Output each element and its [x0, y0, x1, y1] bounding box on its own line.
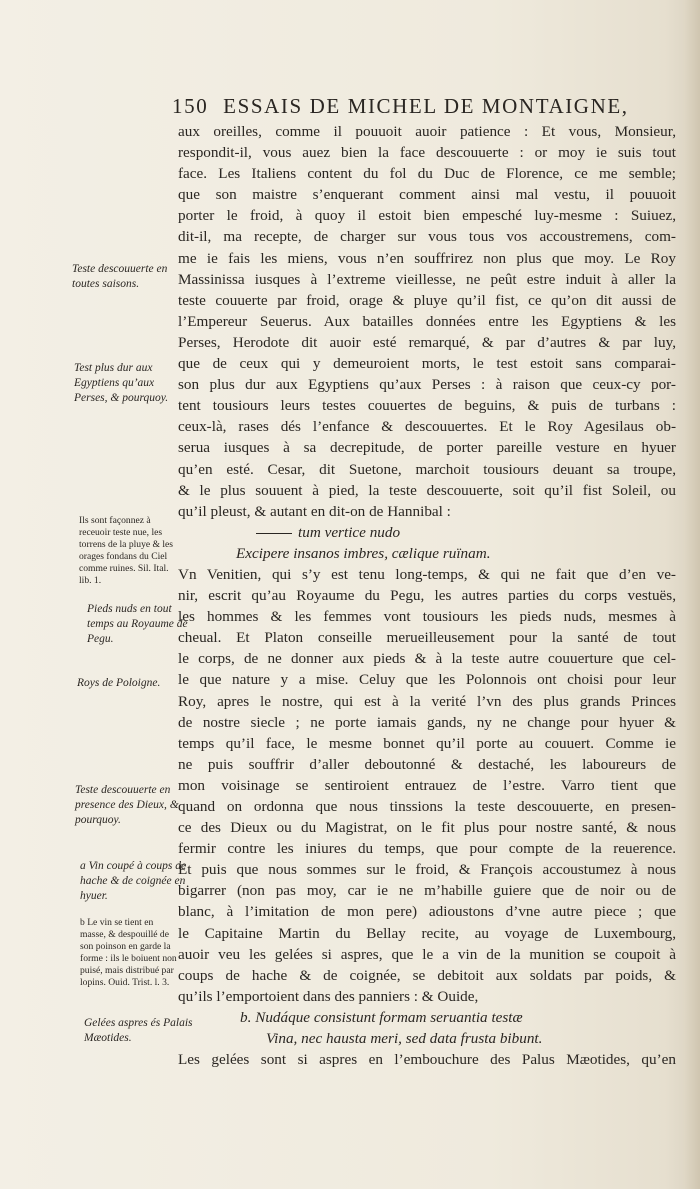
text-line: le corps, de ne donner aux pieds & à la teste autre couuerture que cel- — [178, 650, 676, 668]
text-line: nir, escrit qu’au Royaume du Pegu, les autres parties du corps vestuës, — [178, 587, 676, 605]
running-title: ESSAIS DE MICHEL DE MONTAIGNE, — [223, 94, 629, 118]
verse-line — [178, 522, 676, 543]
text-line: blanc, à l’imitation de mon pere) adioustons d’vne autre piece ; que — [178, 903, 676, 921]
text-line: Roy, apres le nostre, qui est à la verité l’vn des plus grands Princes — [178, 692, 676, 710]
text-line: bigarrer (non pas moy, car ie ne m’habille guiere que de noir ou de — [178, 882, 676, 900]
margin-note: Test plus dur aux Egyptiens qu’aux Perses, & pourquoy. — [74, 362, 169, 404]
text-line: face. Les Italiens content du fol du Duc de Florence, ce me semble; — [178, 165, 676, 183]
margin-note: b Le vin se tient en masse, & despouillé de son poinson en garde la forme : ils le boiuent non puisé, mais distribué par lopins. Ouid. Trist. l. 3. — [80, 917, 177, 988]
text-line: & le plus souuent à pied, la teste descouuerte, soit qu’il fist Soleil, ou — [178, 481, 676, 499]
text-line: le que nature y a mise. Celuy que les Polonnois ont choisi pour leur — [178, 671, 676, 689]
text-line: porter le froid, à quoy il estoit bien empesché luy-mesme : Suiuez, — [178, 207, 676, 225]
text-line: quand on ordonna que nous tinssions la teste descouuerte, en presen- — [178, 798, 676, 815]
verse-line: Vina, nec hausta meri, sed data frusta bibunt. — [266, 1030, 543, 1048]
text-line: Les gelées sont si aspres en l’embouchure des Palus Mæotides, qu’en — [178, 1051, 676, 1069]
main-text-block — [178, 121, 676, 1070]
page-number: 150 — [172, 94, 209, 118]
text-line: auoir veu les gelées si aspres, que le a vin de la munition se coupoit à — [178, 945, 676, 963]
text-line: Perses, Herodote dit auoir esté remarqué, & par d’autres & par luy, — [178, 333, 676, 351]
text-line: temps qu’il face, le mesme bonnet qu’il porte au couuert. Comme ie — [178, 734, 676, 752]
text-line: coups de hache & de coignée, se debitoit aux soldats par poids, & — [178, 966, 676, 984]
text-line: respondit-il, vous auez bien la face descouuerte : or moy ie suis tout — [178, 144, 676, 162]
text-line: qu’ils l’emportoient dans des panniers : & Ouide, — [178, 987, 479, 1005]
text-line: Massinissa iusques à l’extreme vieillesse, ne peût estre induit à aller la — [178, 270, 676, 288]
margin-note: Pieds nuds en tout temps au Royaume de Pegu. — [87, 603, 188, 645]
text-line: les hommes & les femmes vont tousiours les pieds nuds, mesmes à — [178, 608, 676, 626]
text-line: aux oreilles, comme il pouuoit auoir patience : Et vous, Monsieur, — [178, 123, 676, 140]
text-line: Vn Venitien, qui s’y est tenu long-temps, & qui ne fait que d’en ve- — [178, 565, 676, 583]
running-header — [172, 94, 652, 119]
text-line: que de ceux qui y demeuroient morts, le test estoit sans comparai- — [178, 355, 676, 373]
text-line: me ie fais les miens, vous n’en souffrirez non plus que moy. Le Roy — [178, 249, 676, 267]
page-gutter — [684, 0, 700, 1189]
margin-note: a Vin coupé à coups de hache & de coignée en hyuer. — [80, 860, 187, 902]
margin-note: Gelées aspres és Palais Mæotides. — [84, 1017, 193, 1044]
text-line: le Capitaine Martin du Bellay recite, au voyage de Luxembourg, — [178, 924, 676, 942]
text-line: ce des Dieux ou du Magistrat, on le fit plus pour nostre santé, & nous — [178, 819, 676, 837]
text-line: dit-il, ma recepte, de charger sur vous tous vos accoustremens, com- — [178, 228, 676, 246]
verse-line: Excipere insanos imbres, cælique ruïnam. — [236, 544, 491, 562]
dash-ornament — [256, 533, 292, 534]
text-line: mon voisinage se sentiroient entrauez de l’estre. Varro tient que — [178, 776, 676, 794]
margin-note: Teste descouuerte en toutes saisons. — [72, 263, 168, 290]
text-line: teste couuerte par froid, orage & pluye qu’il fist, ce qu’on dit aussi de — [178, 291, 676, 309]
margin-note: Roys de Poloigne. — [77, 677, 161, 689]
text-line: serua iusques à sa decrepitude, de porter pareille vesture en hyuer — [178, 439, 676, 457]
margin-note: Ils sont façonnez à receuoir teste nue, les torrens de la pluye & les orages fondans du Ciel comme ruines. Sil. Ital. lib. 1. — [79, 515, 174, 586]
text-line: que son maistre s’enquerant comment ainsi mal vestu, il pouuoit — [178, 186, 676, 204]
text-line: son plus dur aux Egyptiens qu’aux Perses : à raison que ceux-cy por- — [178, 376, 676, 394]
text-line: de nostre siecle ; ne porte iamais gands, ny ne change pour hyuer & — [178, 713, 676, 731]
text-line: qu’en esté. Cesar, dit Suetone, marchoit tousiours deuant sa troupe, — [178, 460, 676, 478]
verse-line: b. Nudáque consistunt formam seruantia testæ — [240, 1008, 523, 1026]
text-line: tent tousiours leurs testes couuertes de beguins, & puis de turbans : — [178, 397, 676, 415]
text-line: l’Empereur Seuerus. Aux batailles données entre les Egyptiens & les — [178, 312, 676, 330]
text-line: ne puis souffrir d’aller deboutonné & destaché, les laboureurs de — [178, 755, 676, 773]
text-line: cheual. Et Platon conseille merueilleusement pour la santé de tout — [178, 629, 676, 647]
text-line: qu’il pleust, & autant en dit-on de Hannibal : — [178, 502, 451, 520]
text-line: Et puis que nous sommes sur le froid, & François accoustumez à nous — [178, 861, 676, 879]
verse-text: tum vertice nudo — [298, 523, 401, 541]
margin-note: Teste descouuerte en presence des Dieux, & pourquoy. — [75, 784, 179, 826]
text-line: fermir contre les iniures du temps, que pour compte de la reuerence. — [178, 840, 676, 858]
text-line: ceux-là, rases dés l’enfance & descouuertes. Et le Roy Agesilaus ob- — [178, 418, 676, 436]
